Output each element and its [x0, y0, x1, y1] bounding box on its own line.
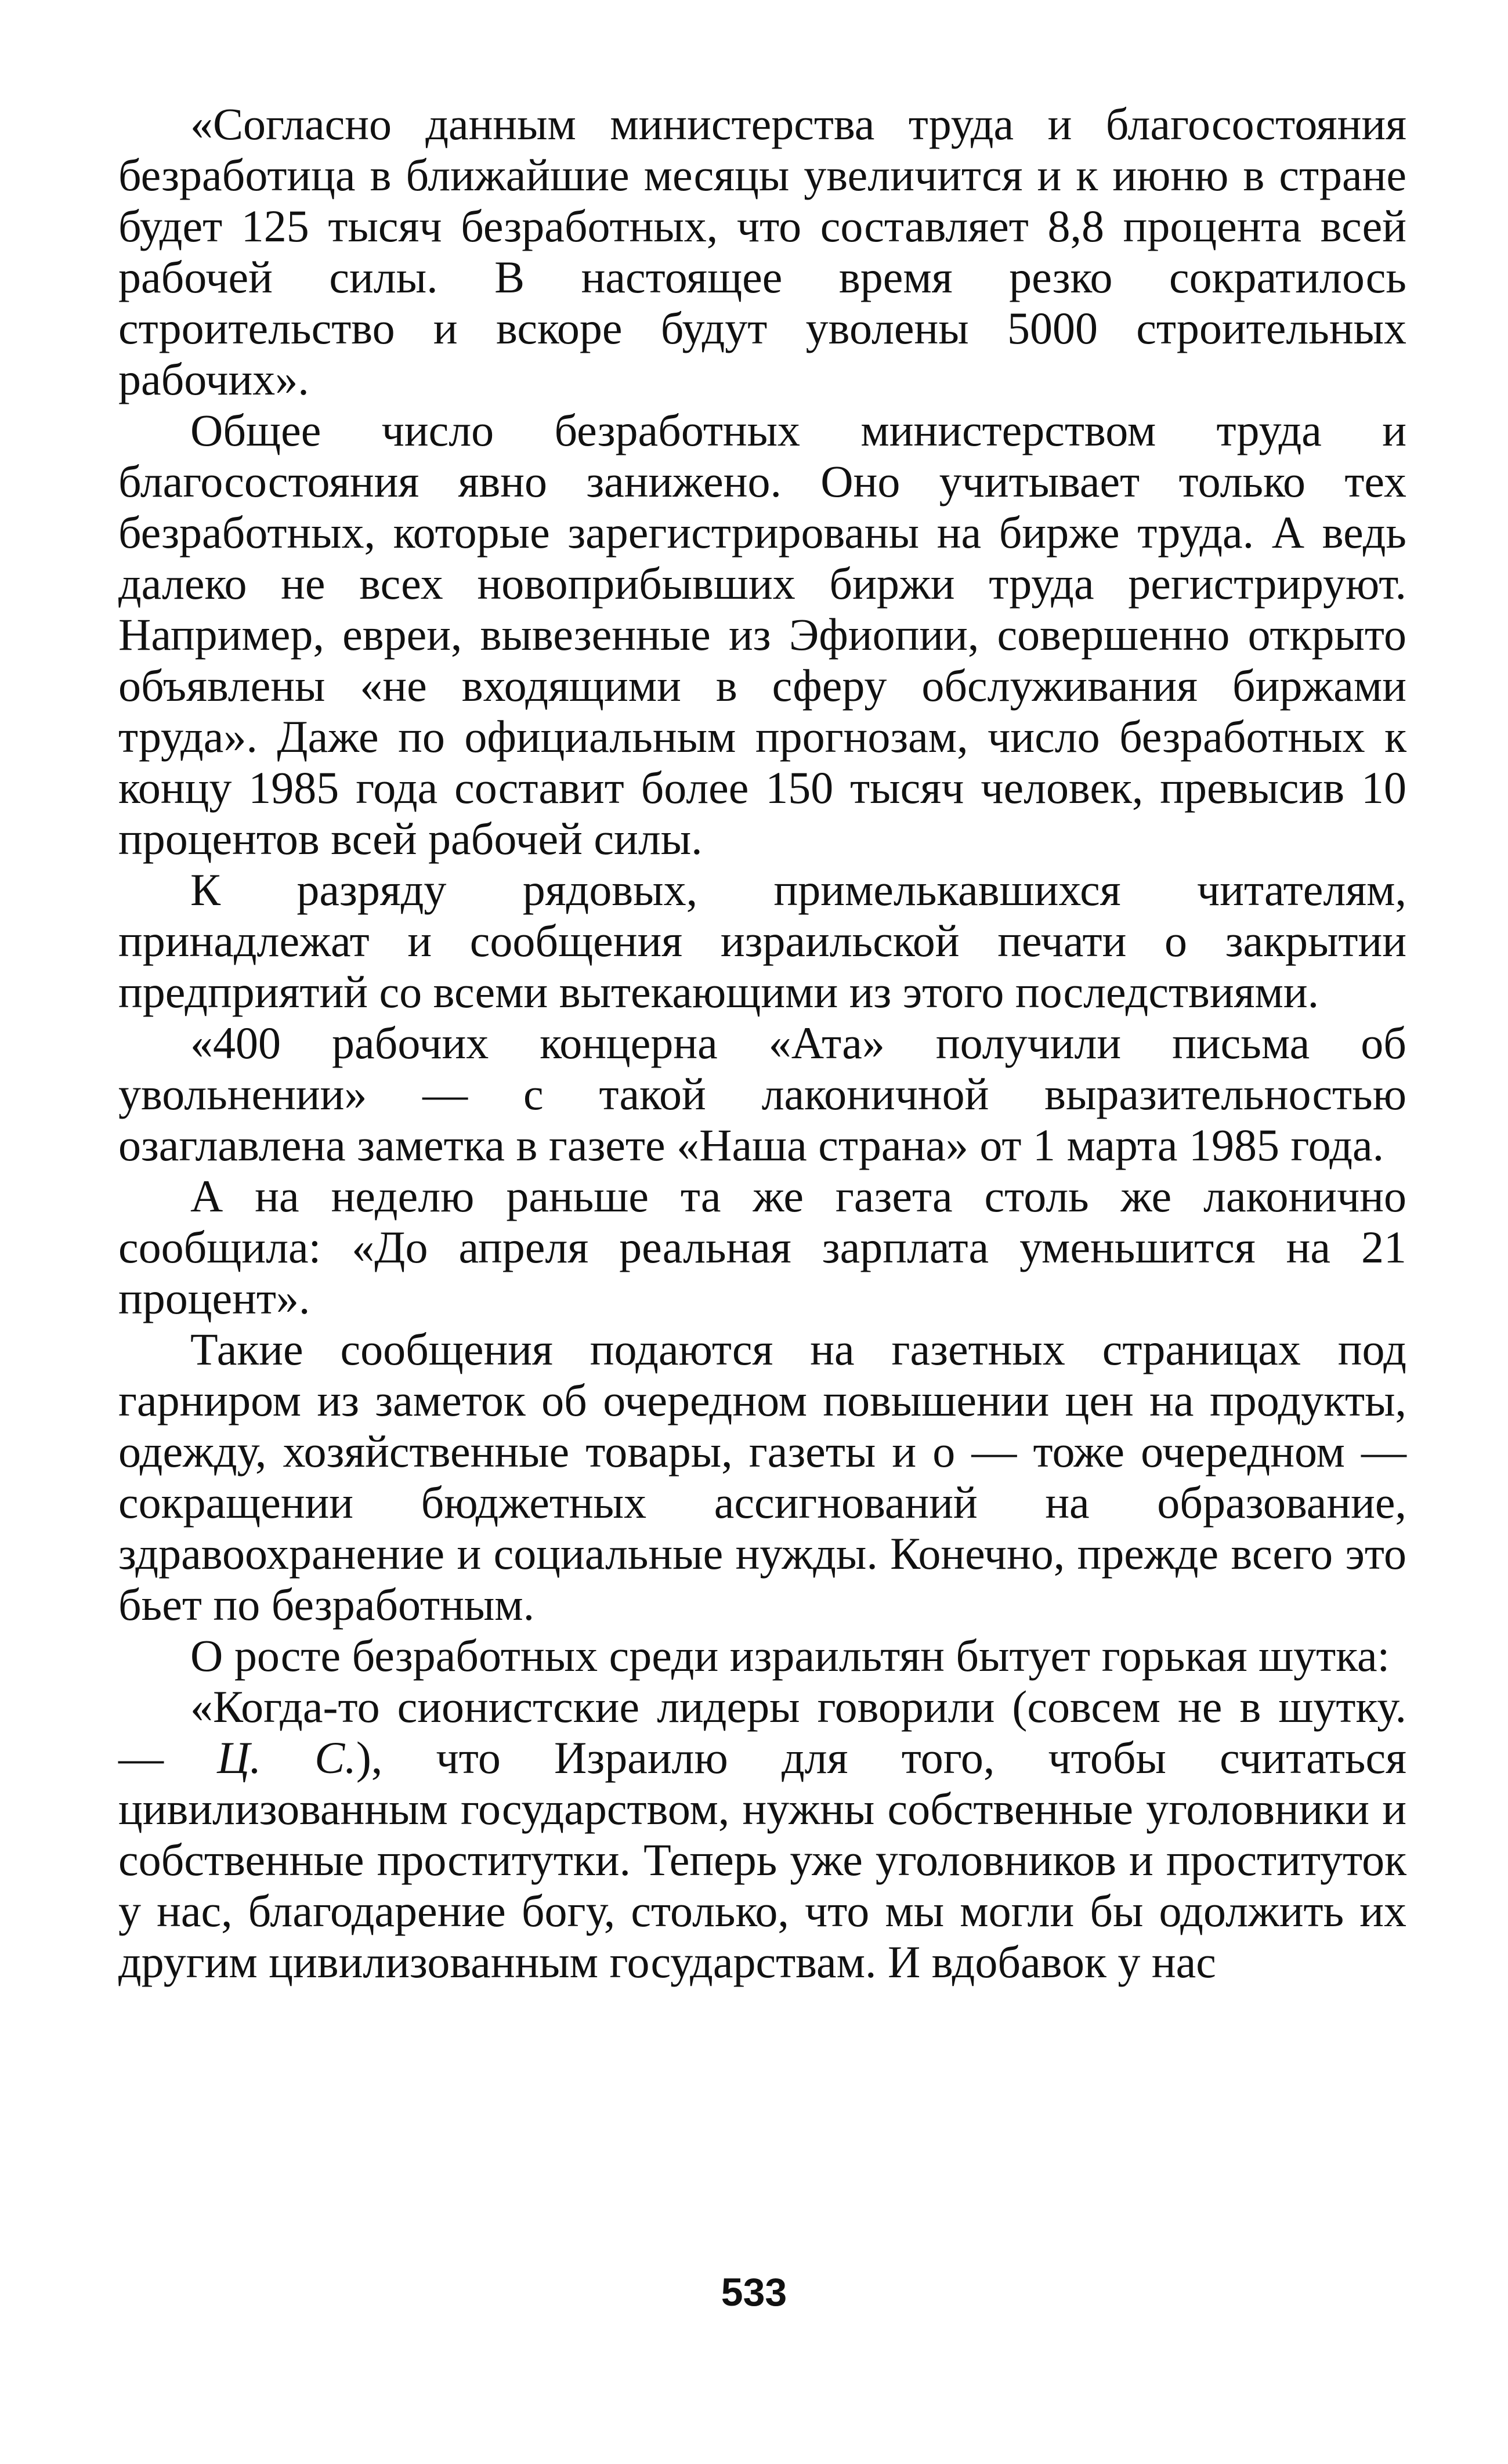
paragraph-5: А на неделю раньше та же газета столь же лаконично сообщила: «До апреля реальная зарплата уменьшится на 21 процент».	[118, 1171, 1406, 1323]
paragraph-8-part-2: ), что Израилю для того, чтобы считаться цивилизованным государством, нужны собственные уголовники и собственные проститутки. Теперь уже уголовников и проституток у нас, благодарение богу, столько, что мы могли бы одолжить их другим цивилизованным государствам. И вдобавок у нас	[118, 1732, 1406, 1987]
paragraph-7: О росте безработных среди израильтян бытует горькая шутка:	[190, 1630, 1390, 1681]
paragraph-8	[118, 1681, 1406, 1988]
paragraph-1: «Согласно данным министерства труда и благосостояния безработица в ближайшие месяцы увеличится и к июню в стране будет 125 тысяч безработных, что составляет 8,8 процента всей рабочей силы. В настоящее время резко сократилось строительство и вскоре будут уволены 5000 строительных рабочих».	[118, 99, 1406, 404]
book-page-text	[118, 99, 1406, 1988]
paragraph-4: «400 рабочих концерна «Ата» получили письма об увольнении» — с такой лаконичной выразительностью озаглавлена заметка в газете «Наша страна» от 1 марта 1985 года.	[118, 1018, 1406, 1170]
paragraph-2: Общее число безработных министерством труда и благосостояния явно занижено. Оно учитывает только тех безработных, которые зарегистрированы на бирже труда. А ведь далеко не всех новоприбывших биржи труда регистрируют. Например, евреи, вывезенные из Эфиопии, совершенно открыто объявлены «не входящими в сферу обслуживания биржами труда». Даже по официальным прогнозам, число безработных к концу 1985 года составит более 150 тысяч человек, превысив 10 процентов всей рабочей силы.	[118, 405, 1406, 864]
page-number: 533	[721, 2270, 787, 2314]
author-initials: Ц. С.	[217, 1732, 356, 1783]
paragraph-8-part-1: «Когда-то сионистские лидеры говорили (совсем не в шутку.—	[118, 1681, 1406, 1783]
paragraph-3: К разряду рядовых, примелькавшихся читателям, принадлежат и сообщения израильской печати о закрытии предприятий со всеми вытекающими из этого последствиями.	[118, 864, 1406, 1017]
paragraph-6: Такие сообщения подаются на газетных страницах под гарниром из заметок об очередном повышении цен на продукты, одежду, хозяйственные товары, газеты и о — тоже очередном — сокращении бюджетных ассигнований на образование, здравоохранение и социальные нужды. Конечно, прежде всего это бьет по безработным.	[118, 1324, 1406, 1630]
